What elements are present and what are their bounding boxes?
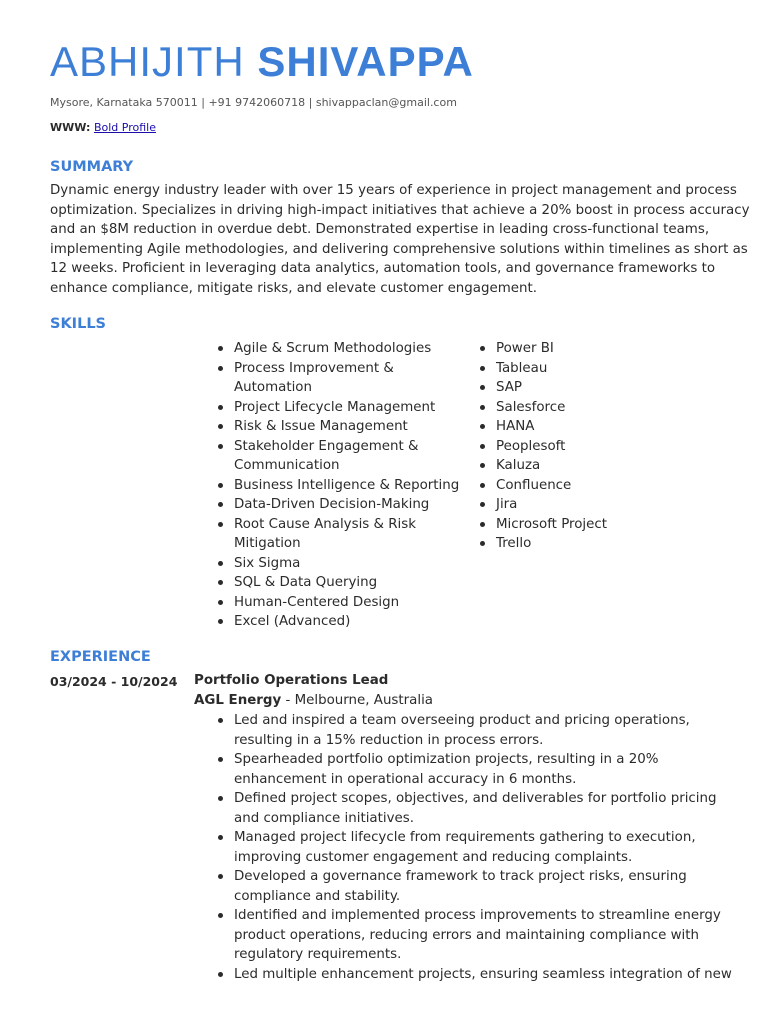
job-company bbox=[194, 691, 433, 710]
summary-text bbox=[50, 181, 750, 299]
tool-item: Tableau bbox=[478, 359, 607, 379]
summary-line: 12 weeks. Proficient in leveraging data analytics, automation tools, and governance frameworks to bbox=[50, 261, 716, 277]
summary-line: and an $8M reduction in overdue debt. Demonstrated expertise in leading cross-functional teams, bbox=[50, 222, 710, 238]
job-bullet: Developed a governance framework to track project risks, ensuring compliance and stability. bbox=[216, 867, 732, 906]
skills-list-primary bbox=[216, 339, 459, 632]
summary-line: enhance compliance, mitigate risks, and elevate customer engagement. bbox=[50, 280, 538, 296]
tool-item: Microsoft Project bbox=[478, 515, 607, 535]
skill-item: Excel (Advanced) bbox=[216, 612, 459, 632]
job-bullet: Identified and implemented process improvements to streamline energy product operations, reducing errors and maintaining compliance with regulatory requirements. bbox=[216, 906, 732, 965]
last-name: SHIVAPPA bbox=[257, 38, 474, 85]
tool-item: Jira bbox=[478, 495, 607, 515]
www-row bbox=[50, 120, 156, 136]
tool-item: Kaluza bbox=[478, 456, 607, 476]
job-bullet: Spearheaded portfolio optimization projects, resulting in a 20% enhancement in operational accuracy in 6 months. bbox=[216, 750, 732, 789]
skill-item: SQL & Data Querying bbox=[216, 573, 459, 593]
job-bullet: Led multiple enhancement projects, ensuring seamless integration of new bbox=[216, 965, 732, 985]
job-dates: 03/2024 - 10/2024 bbox=[50, 674, 178, 689]
summary-heading: SUMMARY bbox=[50, 159, 134, 175]
summary-line: Dynamic energy industry leader with over 15 years of experience in project management and process bbox=[50, 183, 737, 198]
tool-item: Trello bbox=[478, 534, 607, 554]
job-bullet: Defined project scopes, objectives, and deliverables for portfolio pricing and compliance initiatives. bbox=[216, 789, 732, 828]
company-location: - Melbourne, Australia bbox=[281, 693, 434, 708]
skill-item: Agile & Scrum Methodologies bbox=[216, 339, 459, 359]
skill-item: Root Cause Analysis & Risk Mitigation bbox=[216, 515, 459, 554]
tool-item: Power BI bbox=[478, 339, 607, 359]
skill-item: Project Lifecycle Management bbox=[216, 398, 459, 418]
skill-item: Data-Driven Decision-Making bbox=[216, 495, 459, 515]
job-bullet: Led and inspired a team overseeing product and pricing operations, resulting in a 15% reduction in process errors. bbox=[216, 711, 732, 750]
job-bullets bbox=[216, 711, 732, 984]
experience-heading: EXPERIENCE bbox=[50, 649, 151, 665]
summary-line: implementing Agile methodologies, and delivering comprehensive solutions within timelines as short as bbox=[50, 241, 748, 257]
company-name: AGL Energy bbox=[194, 693, 282, 708]
job-title: Portfolio Operations Lead bbox=[194, 673, 389, 688]
skill-item: Human-Centered Design bbox=[216, 593, 459, 613]
tool-item: HANA bbox=[478, 417, 607, 437]
www-label: WWW: bbox=[50, 121, 91, 134]
skills-list-tools bbox=[478, 339, 607, 554]
tool-item: SAP bbox=[478, 378, 607, 398]
first-name: ABHIJITH bbox=[50, 38, 245, 85]
skill-item: Stakeholder Engagement & Communication bbox=[216, 437, 459, 476]
bold-profile-link[interactable]: Bold Profile bbox=[93, 121, 156, 134]
skill-item: Business Intelligence & Reporting bbox=[216, 476, 459, 496]
skills-heading: SKILLS bbox=[50, 316, 106, 332]
summary-line: optimization. Specializes in driving high-impact initiatives that achieve a 20% boost in process accuracy bbox=[50, 202, 750, 218]
tool-item: Confluence bbox=[478, 476, 607, 496]
candidate-name bbox=[50, 38, 474, 86]
job-bullet: Managed project lifecycle from requirements gathering to execution, improving customer engagement and reducing complaints. bbox=[216, 828, 732, 867]
contact-line: Mysore, Karnataka 570011 | +91 9742060718 | shivappaclan@gmail.com bbox=[50, 96, 457, 109]
skill-item: Risk & Issue Management bbox=[216, 417, 459, 437]
tool-item: Salesforce bbox=[478, 398, 607, 418]
skill-item: Process Improvement & Automation bbox=[216, 359, 459, 398]
skill-item: Six Sigma bbox=[216, 554, 459, 574]
tool-item: Peoplesoft bbox=[478, 437, 607, 457]
